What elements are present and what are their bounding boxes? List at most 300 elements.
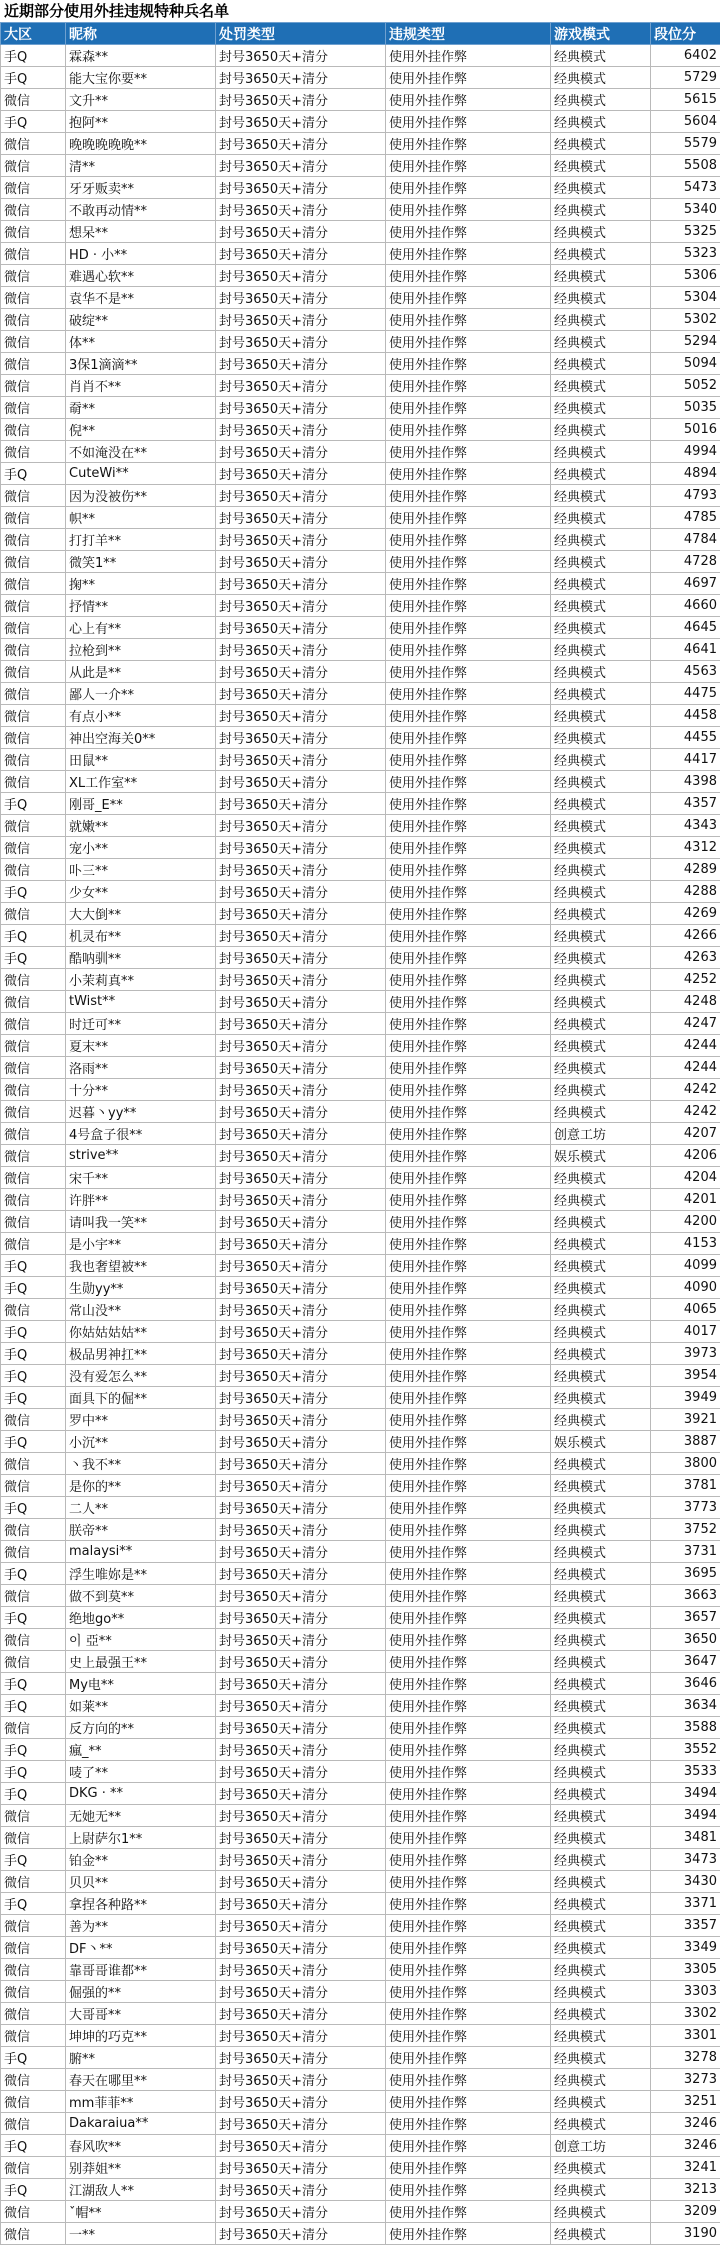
cell-nickname: 牙牙贩卖** — [66, 177, 216, 199]
cell-game-mode: 经典模式 — [551, 2003, 651, 2025]
cell-violation-type: 使用外挂作弊 — [386, 2003, 551, 2025]
cell-violation-type: 使用外挂作弊 — [386, 177, 551, 199]
table-row — [1, 1013, 720, 1035]
cell-region: 微信 — [1, 1299, 66, 1321]
cell-nickname: 朕帝** — [66, 1519, 216, 1541]
table-row — [1, 89, 720, 111]
cell-rank-score: 5340 — [651, 199, 720, 221]
cell-rank-score: 3371 — [651, 1893, 720, 1915]
cell-game-mode: 经典模式 — [551, 419, 651, 441]
cell-penalty-type: 封号3650天+清分 — [216, 1233, 386, 1255]
table-row — [1, 683, 720, 705]
table-row — [1, 111, 720, 133]
table-row — [1, 2135, 720, 2157]
cell-penalty-type: 封号3650天+清分 — [216, 749, 386, 771]
cell-penalty-type: 封号3650天+清分 — [216, 1827, 386, 1849]
cell-penalty-type: 封号3650天+清分 — [216, 1497, 386, 1519]
cell-game-mode: 经典模式 — [551, 1321, 651, 1343]
cell-nickname: 鄙人一介** — [66, 683, 216, 705]
cell-region: 微信 — [1, 507, 66, 529]
cell-nickname: 善为** — [66, 1915, 216, 1937]
cell-rank-score: 3246 — [651, 2113, 720, 2135]
cell-nickname: 春天在哪里** — [66, 2069, 216, 2091]
cell-rank-score: 3246 — [651, 2135, 720, 2157]
cell-nickname: 不敢再动情** — [66, 199, 216, 221]
cell-nickname: 坤坤的巧克** — [66, 2025, 216, 2047]
cell-penalty-type: 封号3650天+清分 — [216, 1035, 386, 1057]
cell-region: 微信 — [1, 1541, 66, 1563]
cell-penalty-type: 封号3650天+清分 — [216, 375, 386, 397]
cell-penalty-type: 封号3650天+清分 — [216, 639, 386, 661]
cell-rank-score: 3430 — [651, 1871, 720, 1893]
cell-region: 手Q — [1, 1497, 66, 1519]
cell-game-mode: 经典模式 — [551, 903, 651, 925]
cell-game-mode: 经典模式 — [551, 155, 651, 177]
table-row — [1, 1893, 720, 1915]
table-row — [1, 1651, 720, 1673]
cell-game-mode: 经典模式 — [551, 1453, 651, 1475]
cell-nickname: 想呆** — [66, 221, 216, 243]
cell-violation-type: 使用外挂作弊 — [386, 1959, 551, 1981]
cell-rank-score: 4242 — [651, 1079, 720, 1101]
cell-nickname: 做不到莫** — [66, 1585, 216, 1607]
cell-game-mode: 经典模式 — [551, 67, 651, 89]
cell-game-mode: 经典模式 — [551, 1189, 651, 1211]
cell-nickname: 心上有** — [66, 617, 216, 639]
cell-penalty-type: 封号3650天+清分 — [216, 419, 386, 441]
cell-rank-score: 3752 — [651, 1519, 720, 1541]
cell-rank-score: 5473 — [651, 177, 720, 199]
cell-game-mode: 经典模式 — [551, 1057, 651, 1079]
cell-nickname: 3保1滴滴** — [66, 353, 216, 375]
cell-violation-type: 使用外挂作弊 — [386, 397, 551, 419]
cell-game-mode: 经典模式 — [551, 727, 651, 749]
cell-penalty-type: 封号3650天+清分 — [216, 133, 386, 155]
table-row — [1, 1387, 720, 1409]
cell-rank-score: 3647 — [651, 1651, 720, 1673]
cell-game-mode: 经典模式 — [551, 1079, 651, 1101]
cell-region: 微信 — [1, 1827, 66, 1849]
cell-violation-type: 使用外挂作弊 — [386, 2047, 551, 2069]
cell-penalty-type: 封号3650天+清分 — [216, 2069, 386, 2091]
cell-nickname: 이 亞** — [66, 1629, 216, 1651]
cell-rank-score: 3357 — [651, 1915, 720, 1937]
cell-violation-type: 使用外挂作弊 — [386, 595, 551, 617]
cell-game-mode: 经典模式 — [551, 2179, 651, 2201]
cell-game-mode: 经典模式 — [551, 925, 651, 947]
cell-rank-score: 3209 — [651, 2201, 720, 2223]
table-row — [1, 639, 720, 661]
cell-penalty-type: 封号3650天+清分 — [216, 2113, 386, 2135]
table-row — [1, 1871, 720, 1893]
cell-game-mode: 经典模式 — [551, 1541, 651, 1563]
table-row — [1, 1541, 720, 1563]
cell-nickname: 帜** — [66, 507, 216, 529]
cell-rank-score: 4785 — [651, 507, 720, 529]
cell-region: 微信 — [1, 2223, 66, 2245]
cell-region: 微信 — [1, 265, 66, 287]
cell-game-mode: 经典模式 — [551, 1211, 651, 1233]
cell-violation-type: 使用外挂作弊 — [386, 1585, 551, 1607]
cell-nickname: 上尉萨尔1** — [66, 1827, 216, 1849]
cell-game-mode: 经典模式 — [551, 1827, 651, 1849]
cell-penalty-type: 封号3650天+清分 — [216, 309, 386, 331]
cell-violation-type: 使用外挂作弊 — [386, 485, 551, 507]
cell-game-mode: 经典模式 — [551, 1497, 651, 1519]
cell-region: 微信 — [1, 2069, 66, 2091]
cell-penalty-type: 封号3650天+清分 — [216, 595, 386, 617]
cell-penalty-type: 封号3650天+清分 — [216, 1695, 386, 1717]
cell-violation-type: 使用外挂作弊 — [386, 89, 551, 111]
cell-region: 微信 — [1, 331, 66, 353]
cell-region: 微信 — [1, 617, 66, 639]
cell-rank-score: 3921 — [651, 1409, 720, 1431]
cell-rank-score: 5294 — [651, 331, 720, 353]
cell-penalty-type: 封号3650天+清分 — [216, 2047, 386, 2069]
table-row — [1, 221, 720, 243]
cell-penalty-type: 封号3650天+清分 — [216, 1167, 386, 1189]
cell-violation-type: 使用外挂作弊 — [386, 441, 551, 463]
cell-nickname: 一** — [66, 2223, 216, 2245]
table-row — [1, 2003, 720, 2025]
cell-rank-score: 4312 — [651, 837, 720, 859]
cell-game-mode: 经典模式 — [551, 749, 651, 771]
cell-region: 微信 — [1, 2025, 66, 2047]
cell-violation-type: 使用外挂作弊 — [386, 1387, 551, 1409]
cell-nickname: 极品男神扛** — [66, 1343, 216, 1365]
table-row — [1, 1145, 720, 1167]
cell-nickname: 二人** — [66, 1497, 216, 1519]
cell-nickname: 反方向的** — [66, 1717, 216, 1739]
table-row — [1, 2069, 720, 2091]
cell-violation-type: 使用外挂作弊 — [386, 1057, 551, 1079]
cell-rank-score: 5615 — [651, 89, 720, 111]
cell-rank-score: 3588 — [651, 1717, 720, 1739]
cell-region: 手Q — [1, 1343, 66, 1365]
cell-rank-score: 3190 — [651, 2223, 720, 2245]
cell-penalty-type: 封号3650天+清分 — [216, 903, 386, 925]
cell-rank-score: 4244 — [651, 1035, 720, 1057]
cell-penalty-type: 封号3650天+清分 — [216, 2223, 386, 2245]
cell-game-mode: 经典模式 — [551, 837, 651, 859]
cell-violation-type: 使用外挂作弊 — [386, 1783, 551, 1805]
cell-penalty-type: 封号3650天+清分 — [216, 441, 386, 463]
cell-violation-type: 使用外挂作弊 — [386, 1211, 551, 1233]
cell-violation-type: 使用外挂作弊 — [386, 265, 551, 287]
cell-rank-score: 4994 — [651, 441, 720, 463]
cell-penalty-type: 封号3650天+清分 — [216, 1387, 386, 1409]
cell-rank-score: 3552 — [651, 1739, 720, 1761]
table-row — [1, 1101, 720, 1123]
cell-violation-type: 使用外挂作弊 — [386, 1013, 551, 1035]
cell-nickname: 打打羊** — [66, 529, 216, 551]
table-row — [1, 573, 720, 595]
cell-region: 微信 — [1, 1629, 66, 1651]
header-violation-type: 违规类型 — [386, 23, 551, 45]
cell-region: 手Q — [1, 881, 66, 903]
cell-violation-type: 使用外挂作弊 — [386, 1563, 551, 1585]
cell-game-mode: 经典模式 — [551, 1255, 651, 1277]
cell-penalty-type: 封号3650天+清分 — [216, 1717, 386, 1739]
cell-violation-type: 使用外挂作弊 — [386, 1519, 551, 1541]
cell-nickname: 晚晚晚晚晚** — [66, 133, 216, 155]
cell-violation-type: 使用外挂作弊 — [386, 1101, 551, 1123]
cell-nickname: XL工作室** — [66, 771, 216, 793]
table-row — [1, 749, 720, 771]
cell-violation-type: 使用外挂作弊 — [386, 639, 551, 661]
cell-rank-score: 4784 — [651, 529, 720, 551]
cell-game-mode: 经典模式 — [551, 529, 651, 551]
cell-rank-score: 4244 — [651, 1057, 720, 1079]
cell-region: 微信 — [1, 1871, 66, 1893]
table-row — [1, 1409, 720, 1431]
cell-violation-type: 使用外挂作弊 — [386, 683, 551, 705]
cell-region: 微信 — [1, 1651, 66, 1673]
cell-game-mode: 经典模式 — [551, 375, 651, 397]
cell-game-mode: 经典模式 — [551, 331, 651, 353]
cell-region: 微信 — [1, 2003, 66, 2025]
cell-penalty-type: 封号3650天+清分 — [216, 1893, 386, 1915]
cell-rank-score: 4200 — [651, 1211, 720, 1233]
cell-violation-type: 使用外挂作弊 — [386, 529, 551, 551]
cell-penalty-type: 封号3650天+清分 — [216, 1189, 386, 1211]
table-row — [1, 595, 720, 617]
table-row — [1, 727, 720, 749]
cell-game-mode: 经典模式 — [551, 1761, 651, 1783]
cell-rank-score: 4247 — [651, 1013, 720, 1035]
cell-region: 微信 — [1, 1937, 66, 1959]
cell-region: 微信 — [1, 727, 66, 749]
table-row — [1, 1959, 720, 1981]
cell-nickname: 卟三** — [66, 859, 216, 881]
cell-rank-score: 4641 — [651, 639, 720, 661]
cell-penalty-type: 封号3650天+清分 — [216, 683, 386, 705]
cell-violation-type: 使用外挂作弊 — [386, 67, 551, 89]
cell-violation-type: 使用外挂作弊 — [386, 1497, 551, 1519]
cell-violation-type: 使用外挂作弊 — [386, 1321, 551, 1343]
cell-violation-type: 使用外挂作弊 — [386, 837, 551, 859]
cell-nickname: 田鼠** — [66, 749, 216, 771]
table-row — [1, 243, 720, 265]
cell-rank-score: 3273 — [651, 2069, 720, 2091]
table-row — [1, 1321, 720, 1343]
cell-penalty-type: 封号3650天+清分 — [216, 2179, 386, 2201]
cell-penalty-type: 封号3650天+清分 — [216, 1079, 386, 1101]
table-row — [1, 353, 720, 375]
cell-game-mode: 经典模式 — [551, 1849, 651, 1871]
cell-violation-type: 使用外挂作弊 — [386, 419, 551, 441]
cell-rank-score: 3887 — [651, 1431, 720, 1453]
cell-nickname: 机灵布** — [66, 925, 216, 947]
cell-penalty-type: 封号3650天+清分 — [216, 1563, 386, 1585]
cell-rank-score: 4204 — [651, 1167, 720, 1189]
table-row — [1, 1475, 720, 1497]
cell-violation-type: 使用外挂作弊 — [386, 551, 551, 573]
cell-nickname: 无她无** — [66, 1805, 216, 1827]
cell-penalty-type: 封号3650天+清分 — [216, 287, 386, 309]
cell-nickname: 许胖** — [66, 1189, 216, 1211]
cell-game-mode: 经典模式 — [551, 2223, 651, 2245]
cell-rank-score: 5094 — [651, 353, 720, 375]
cell-nickname: 夏末** — [66, 1035, 216, 1057]
table-row — [1, 551, 720, 573]
cell-violation-type: 使用外挂作弊 — [386, 1893, 551, 1915]
cell-rank-score: 5302 — [651, 309, 720, 331]
cell-nickname: 丶我不** — [66, 1453, 216, 1475]
table-row — [1, 617, 720, 639]
cell-rank-score: 3646 — [651, 1673, 720, 1695]
cell-violation-type: 使用外挂作弊 — [386, 1189, 551, 1211]
cell-violation-type: 使用外挂作弊 — [386, 617, 551, 639]
cell-game-mode: 经典模式 — [551, 397, 651, 419]
cell-penalty-type: 封号3650天+清分 — [216, 1871, 386, 1893]
cell-violation-type: 使用外挂作弊 — [386, 1739, 551, 1761]
cell-game-mode: 经典模式 — [551, 859, 651, 881]
cell-region: 微信 — [1, 309, 66, 331]
table-row — [1, 881, 720, 903]
cell-nickname: 奣** — [66, 397, 216, 419]
cell-nickname: 倔强的** — [66, 1981, 216, 2003]
cell-rank-score: 5304 — [651, 287, 720, 309]
cell-game-mode: 经典模式 — [551, 1959, 651, 1981]
table-row — [1, 705, 720, 727]
cell-game-mode: 经典模式 — [551, 881, 651, 903]
cell-penalty-type: 封号3650天+清分 — [216, 947, 386, 969]
cell-penalty-type: 封号3650天+清分 — [216, 1123, 386, 1145]
cell-region: 微信 — [1, 1915, 66, 1937]
cell-region: 微信 — [1, 903, 66, 925]
cell-violation-type: 使用外挂作弊 — [386, 881, 551, 903]
cell-nickname: 体** — [66, 331, 216, 353]
cell-penalty-type: 封号3650天+清分 — [216, 1519, 386, 1541]
cell-region: 微信 — [1, 815, 66, 837]
cell-nickname: DF丶** — [66, 1937, 216, 1959]
cell-penalty-type: 封号3650天+清分 — [216, 1431, 386, 1453]
cell-region: 微信 — [1, 1453, 66, 1475]
cell-region: 手Q — [1, 1431, 66, 1453]
cell-penalty-type: 封号3650天+清分 — [216, 771, 386, 793]
cell-violation-type: 使用外挂作弊 — [386, 111, 551, 133]
cell-violation-type: 使用外挂作弊 — [386, 1233, 551, 1255]
cell-nickname: 因为没被伤** — [66, 485, 216, 507]
cell-violation-type: 使用外挂作弊 — [386, 1343, 551, 1365]
cell-penalty-type: 封号3650天+清分 — [216, 617, 386, 639]
cell-region: 手Q — [1, 2179, 66, 2201]
cell-rank-score: 5729 — [651, 67, 720, 89]
table-row — [1, 1563, 720, 1585]
cell-violation-type: 使用外挂作弊 — [386, 1541, 551, 1563]
cell-rank-score: 6402 — [651, 45, 720, 67]
table-row — [1, 1079, 720, 1101]
cell-game-mode: 经典模式 — [551, 771, 651, 793]
cell-region: 微信 — [1, 287, 66, 309]
cell-violation-type: 使用外挂作弊 — [386, 815, 551, 837]
cell-game-mode: 经典模式 — [551, 2201, 651, 2223]
cell-region: 微信 — [1, 199, 66, 221]
cell-rank-score: 4248 — [651, 991, 720, 1013]
cell-game-mode: 经典模式 — [551, 1739, 651, 1761]
cell-penalty-type: 封号3650天+清分 — [216, 1475, 386, 1497]
cell-nickname: 瘋_** — [66, 1739, 216, 1761]
cell-penalty-type: 封号3650天+清分 — [216, 265, 386, 287]
cell-violation-type: 使用外挂作弊 — [386, 903, 551, 925]
cell-nickname: 没有爱怎么** — [66, 1365, 216, 1387]
cell-region: 手Q — [1, 947, 66, 969]
cell-region: 微信 — [1, 595, 66, 617]
header-penalty-type: 处罚类型 — [216, 23, 386, 45]
cell-penalty-type: 封号3650天+清分 — [216, 507, 386, 529]
table-row — [1, 2179, 720, 2201]
cell-rank-score: 3781 — [651, 1475, 720, 1497]
cell-game-mode: 经典模式 — [551, 507, 651, 529]
cell-penalty-type: 封号3650天+清分 — [216, 155, 386, 177]
cell-violation-type: 使用外挂作弊 — [386, 1145, 551, 1167]
cell-nickname: 有点小** — [66, 705, 216, 727]
cell-penalty-type: 封号3650天+清分 — [216, 1937, 386, 1959]
table-row — [1, 1761, 720, 1783]
cell-rank-score: 4065 — [651, 1299, 720, 1321]
cell-rank-score: 4697 — [651, 573, 720, 595]
cell-violation-type: 使用外挂作弊 — [386, 2025, 551, 2047]
table-row — [1, 67, 720, 89]
cell-region: 微信 — [1, 243, 66, 265]
table-row — [1, 1519, 720, 1541]
cell-game-mode: 经典模式 — [551, 243, 651, 265]
cell-game-mode: 经典模式 — [551, 309, 651, 331]
cell-violation-type: 使用外挂作弊 — [386, 331, 551, 353]
cell-game-mode: 经典模式 — [551, 1981, 651, 2003]
cell-penalty-type: 封号3650天+清分 — [216, 1211, 386, 1233]
cell-rank-score: 4090 — [651, 1277, 720, 1299]
cell-game-mode: 经典模式 — [551, 1805, 651, 1827]
cell-region: 微信 — [1, 485, 66, 507]
cell-game-mode: 经典模式 — [551, 683, 651, 705]
cell-violation-type: 使用外挂作弊 — [386, 2113, 551, 2135]
cell-nickname: 是你的** — [66, 1475, 216, 1497]
cell-region: 手Q — [1, 45, 66, 67]
cell-region: 微信 — [1, 683, 66, 705]
cell-violation-type: 使用外挂作弊 — [386, 859, 551, 881]
cell-penalty-type: 封号3650天+清分 — [216, 67, 386, 89]
table-row — [1, 1453, 720, 1475]
cell-penalty-type: 封号3650天+清分 — [216, 1013, 386, 1035]
table-row — [1, 859, 720, 881]
cell-game-mode: 经典模式 — [551, 1871, 651, 1893]
cell-penalty-type: 封号3650天+清分 — [216, 551, 386, 573]
cell-game-mode: 经典模式 — [551, 2091, 651, 2113]
cell-region: 微信 — [1, 177, 66, 199]
cell-nickname: malaysi** — [66, 1541, 216, 1563]
cell-violation-type: 使用外挂作弊 — [386, 2223, 551, 2245]
cell-penalty-type: 封号3650天+清分 — [216, 1101, 386, 1123]
cell-region: 手Q — [1, 1365, 66, 1387]
cell-game-mode: 经典模式 — [551, 661, 651, 683]
cell-region: 微信 — [1, 639, 66, 661]
cell-violation-type: 使用外挂作弊 — [386, 1431, 551, 1453]
cell-penalty-type: 封号3650天+清分 — [216, 111, 386, 133]
cell-region: 微信 — [1, 397, 66, 419]
table-row — [1, 1057, 720, 1079]
cell-penalty-type: 封号3650天+清分 — [216, 331, 386, 353]
cell-violation-type: 使用外挂作弊 — [386, 1123, 551, 1145]
table-row — [1, 1695, 720, 1717]
cell-violation-type: 使用外挂作弊 — [386, 1981, 551, 2003]
cell-region: 手Q — [1, 1783, 66, 1805]
cell-violation-type: 使用外挂作弊 — [386, 155, 551, 177]
cell-penalty-type: 封号3650天+清分 — [216, 1255, 386, 1277]
cell-violation-type: 使用外挂作弊 — [386, 1167, 551, 1189]
table-row — [1, 793, 720, 815]
